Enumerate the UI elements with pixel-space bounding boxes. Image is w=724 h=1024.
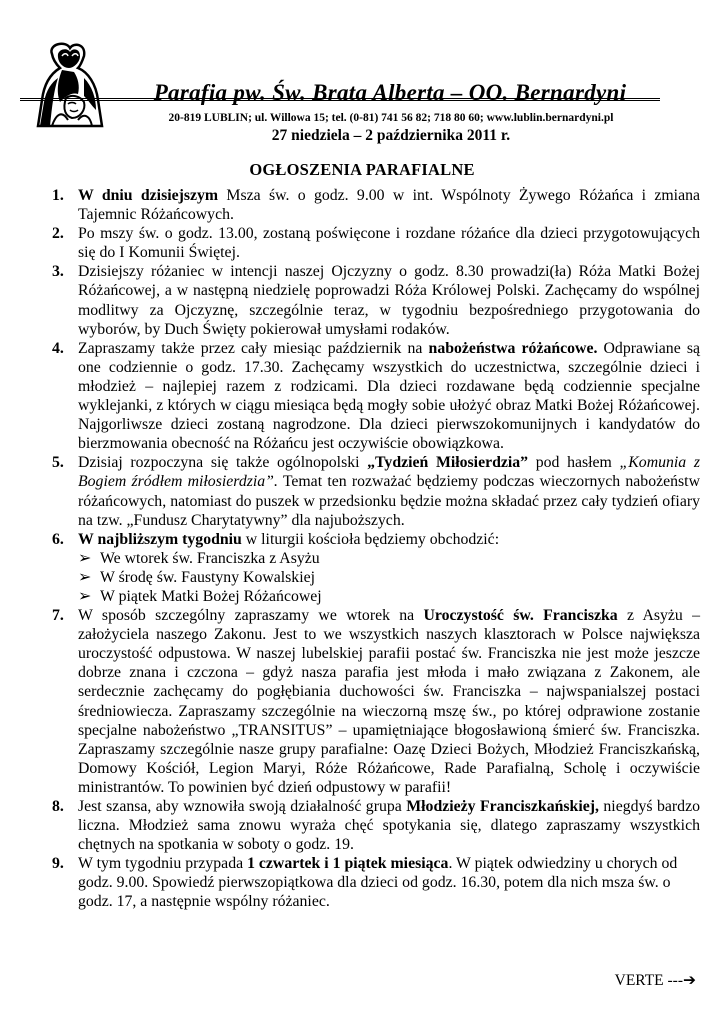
text-span: W sposób szczególny zapraszamy we wtorek na	[78, 607, 424, 625]
bold-text: 1 czwartek i 1 piątek miesiąca	[247, 855, 449, 873]
document-header	[0, 0, 724, 150]
week-dates: 27 niedziela – 2 października 2011 r.	[271, 127, 511, 144]
text-span: . W piątek odwiedziny u chorych od godz. 9.00. Spowiedź pierwszopiątkowa dla dzieci od godz. 16.30, potem dla nich msza św. o godz. 17, a następnie wspólny różaniec.	[78, 855, 678, 911]
item-number: 8.	[52, 798, 64, 815]
text-span: Po mszy św. o godz. 13.00, zostaną poświęcone i rozdane różańce dla dzieci przygotowujących się do I Komunii Świętej.	[78, 225, 700, 262]
announcement-5	[52, 453, 700, 529]
parish-title: Parafia pw. Św. Brata Alberta – OO. Bernardyni	[153, 80, 627, 105]
item-number: 2.	[52, 225, 64, 243]
item-number: 5.	[52, 454, 64, 472]
item-text	[78, 186, 700, 224]
text-span: Dzisiejszy różaniec w intencji naszej Ojczyzny o godz. 8.30 prowadzi(ła) Róża Matki Bożej Różańcowej, a w następną niedzielę poprowadzi Róża Królowej Polski. Zachęcamy do wspólnej modlitwy za Ojczyznę, szczególnie teraz, w tygodniu bezpośredniego przygotowania do wyborów, by Duch Święty pokierował umysłami rodaków.	[78, 263, 700, 338]
item-text	[78, 530, 700, 549]
item-number: 7.	[52, 607, 64, 625]
bold-text: nabożeństwa różańcowe.	[428, 339, 598, 357]
bullet-text: W środę św. Faustyny Kowalskiej	[100, 568, 315, 586]
item-text	[78, 339, 700, 454]
parish-address: 20-819 LUBLIN; ul. Willowa 15; tel. (0-81) 741 56 82; 718 80 60; www.lublin.bernardyni.pl	[168, 112, 614, 124]
announcement-7	[52, 606, 700, 797]
item-text	[78, 224, 700, 262]
bold-text: „Tydzień Miłosierdzia”	[367, 454, 529, 472]
announcements-list	[52, 186, 700, 912]
item-number: 6.	[52, 530, 64, 548]
text-span: Temat ten rozważać będziemy podczas wieczornych nabożeństw różańcowych, natomiast do puszek w przedsionku będzie można składać przez cały tydzień ofiary na tzw. „Fundusz Charytatywny” dla najuboższych.	[78, 473, 700, 529]
text-span: w liturgii kościoła będziemy obchodzić:	[241, 530, 500, 548]
bullet-text: W piątek Matki Bożej Różańcowej	[100, 587, 322, 605]
text-span: W tym tygodniu przypada	[78, 855, 248, 873]
list-item	[52, 587, 700, 606]
text-span: Odprawiane są one codziennie o godz. 17.30. Zachęcamy wszystkich do uczestnictwa, szczególnie dzieci i młodzież – najlepiej razem z rodzicami. Dla dzieci rozdawane będą codziennie specjalne wyklejanki, z których w ciągu miesiąca będą mogły sobie ułożyć obraz Matki Bożej Różańcowej. Najgorliwsze dzieci zostaną nagrodzone. Dla dzieci pierwszokomunijnych i kandydatów do bierzmowania obecność na Różańcu jest oczywiście obowiązkowa.	[78, 339, 700, 453]
announcement-1	[52, 186, 700, 224]
item-number: 3.	[52, 263, 64, 281]
announcement-9	[52, 854, 700, 911]
list-item	[52, 549, 700, 568]
announcement-6	[52, 530, 700, 549]
verte-text: VERTE ---	[614, 972, 683, 989]
italic-text: „Komunia z Bogiem źródłem miłosierdzia”.	[78, 454, 700, 491]
text-span: z Asyżu – założyciela naszego Zakonu. Jest to we wszystkich naszych klasztorach w Polsce największa uroczystość odpustowa. W naszej lubelskiej parafii postać św. Franciszka nie jest może jeszcze dobrze znana i czczona – gdyż nasza parafia jest młoda i mało związana z Zakonem, ale serdecznie zachęcamy do pogłębiania duchowości św. Franciszka – najwspanialszej postaci średniowiecza. Zapraszamy szczególnie na wieczorną mszę św., po której odprawione zostanie specjalne nabożeństwo „TRANSITUS” – upamiętniające błogosławioną śmierć św. Franciszka. Zapraszamy szczególnie nasze grupy parafialne: Oazę Dzieci Bożych, Młodzież Franciszkańską, Domowy Kościół, Legion Maryi, Róże Różańcowe, Rade Parafialną, Scholę i oczywiście ministrantów. To powinien być dzień odpustowy w parafii!	[78, 607, 700, 796]
right-arrow-icon: ➔	[683, 972, 696, 989]
arrow-bullet-icon: ➢	[78, 568, 92, 586]
item-text	[78, 797, 700, 854]
text-span: niegdyś bardzo liczna. Młodzież sama znowu wyraża chęć spotykania się, dlatego zapraszamy wszystkich chętnych na spotkania w soboty o godz. 19.	[78, 798, 700, 854]
text-span: Msza św. o godz. 9.00 w int. Wspólnoty Żywego Różańca i zmiana Tajemnic Różańcowych.	[78, 187, 700, 224]
bullet-text: We wtorek św. Franciszka z Asyżu	[100, 549, 320, 567]
text-span: Dzisiaj rozpoczyna się także ogólnopolski	[78, 454, 368, 472]
text-span: Jest szansa, aby wznowiła swoją działalność grupa	[78, 798, 407, 815]
announcement-4	[52, 339, 700, 454]
verte-label	[615, 971, 696, 990]
item-number: 4.	[52, 339, 64, 357]
arrow-bullet-icon: ➢	[78, 549, 92, 567]
item-text	[78, 262, 700, 338]
item-text	[78, 854, 700, 911]
bold-text: W najbliższym tygodniu	[78, 530, 242, 548]
item-number: 1.	[52, 187, 64, 204]
text-span: Zapraszamy także przez cały miesiąc październik na	[78, 339, 429, 357]
page-heading: OGŁOSZENIA PARAFIALNE	[249, 160, 475, 179]
text-span: pod hasłem	[528, 454, 620, 472]
item-text	[78, 453, 700, 529]
list-item	[52, 568, 700, 587]
bold-text: W dniu dzisiejszym	[78, 187, 219, 204]
arrow-bullet-icon: ➢	[78, 587, 92, 605]
announcement-3	[52, 262, 700, 338]
st-brother-albert-logo-icon	[22, 40, 118, 128]
bold-text: Młodzieży Franciszkańskiej,	[406, 798, 599, 815]
announcement-8	[52, 797, 700, 854]
item-text	[78, 606, 700, 797]
item-number: 9.	[52, 855, 64, 873]
announcement-2	[52, 224, 700, 262]
bold-text: Uroczystość św. Franciszka	[423, 607, 618, 625]
